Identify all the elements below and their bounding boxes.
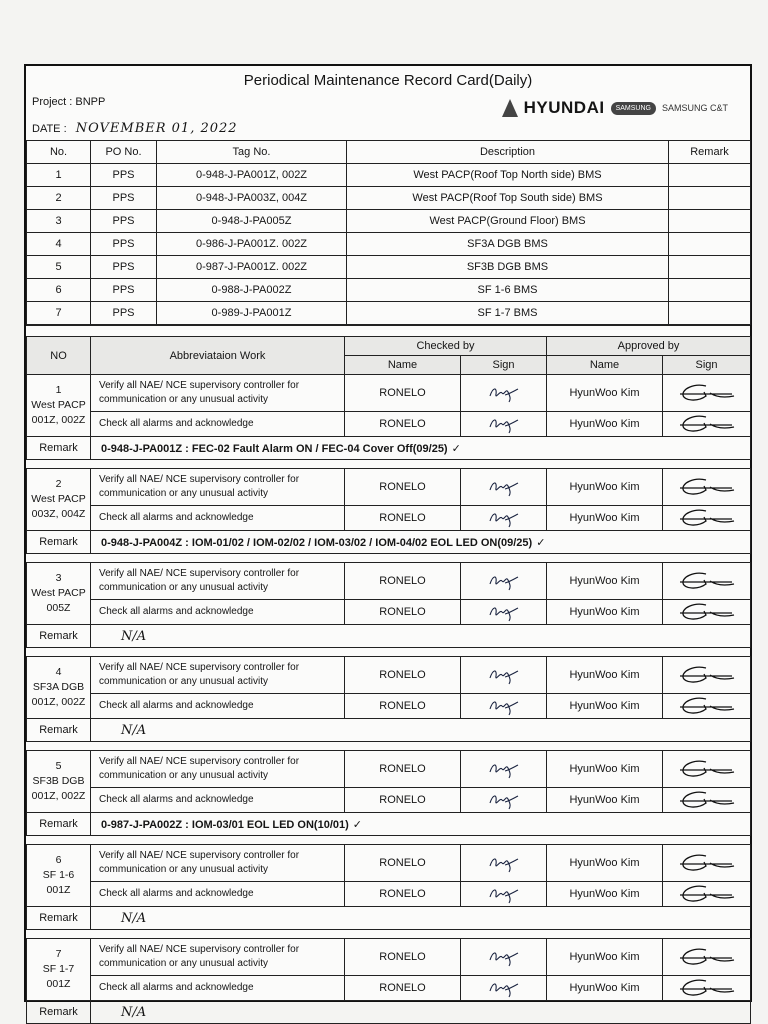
approver-signature (676, 945, 738, 969)
work-group-no: 1 (55, 384, 62, 396)
approver-sign-cell (663, 788, 751, 813)
checker-signature (487, 507, 521, 529)
item-description: SF 1-7 BMS (347, 302, 669, 325)
approver-name: HyunWoo Kim (547, 375, 663, 412)
remark-label: Remark (27, 1001, 91, 1024)
item-tag: 0-948-J-PA003Z, 004Z (157, 187, 347, 210)
project-label: Project : BNPP (32, 96, 106, 108)
separator-cell (27, 742, 751, 751)
approver-signature (676, 663, 738, 687)
remark-text: 0-948-J-PA004Z : IOM-01/02 / IOM-02/02 / IOM-03/02 / IOM-04/02 EOL LED ON(09/25) (101, 536, 533, 549)
checker-sign-cell (461, 412, 547, 437)
task-verify (91, 751, 345, 788)
task-verify (91, 375, 345, 412)
logo-partner-text: SAMSUNG C&T (661, 103, 728, 113)
approver-signature (676, 506, 738, 530)
separator-cell (27, 648, 751, 657)
checker-signature (487, 664, 521, 686)
approver-sign-cell (663, 600, 751, 625)
hyundai-logo-icon (502, 99, 518, 117)
col-approved-sign: Sign (663, 356, 751, 375)
checker-sign-cell (461, 375, 547, 412)
checker-sign-cell (461, 694, 547, 719)
approver-name: HyunWoo Kim (547, 469, 663, 506)
approver-name: HyunWoo Kim (547, 694, 663, 719)
items-row (27, 164, 751, 187)
items-row (27, 279, 751, 302)
checker-signature (487, 883, 521, 905)
work-row-check (27, 506, 751, 531)
work-row-remark (27, 813, 751, 836)
remark-text: N/A (121, 1004, 147, 1020)
logo-brand: HYUNDAI (523, 98, 605, 117)
approver-name: HyunWoo Kim (547, 882, 663, 907)
work-group-no: 7 (55, 948, 62, 960)
remark-text: N/A (121, 722, 147, 738)
work-group-line2: 001Z (46, 978, 71, 990)
approver-signature (676, 757, 738, 781)
work-row-check (27, 976, 751, 1001)
checker-signature (487, 789, 521, 811)
work-row-check (27, 412, 751, 437)
work-group-label (27, 751, 91, 813)
remark-label: Remark (27, 437, 91, 460)
task-verify-line2: communication or any unusual activity (99, 394, 268, 405)
checker-sign-cell (461, 788, 547, 813)
work-group-label (27, 939, 91, 1001)
task-verify-line1: Verify all NAE/ NCE supervisory controller for (99, 944, 300, 955)
checker-signature (487, 601, 521, 623)
work-row-check (27, 694, 751, 719)
checker-sign-cell (461, 657, 547, 694)
work-group-line2: 005Z (46, 602, 71, 614)
checkmark-icon: ✓ (536, 535, 546, 549)
work-group-no: 2 (55, 478, 62, 490)
checker-name: RONELO (345, 469, 461, 506)
item-description: SF3A DGB BMS (347, 233, 669, 256)
items-row (27, 233, 751, 256)
date-row (32, 121, 238, 136)
work-group-no: 5 (55, 760, 62, 772)
card-header (26, 66, 750, 140)
date-value: NOVEMBER 01, 2022 (75, 121, 238, 136)
col-checked-sign: Sign (461, 356, 547, 375)
checker-sign-cell (461, 563, 547, 600)
item-description: SF 1-6 BMS (347, 279, 669, 302)
checker-name: RONELO (345, 694, 461, 719)
checker-name: RONELO (345, 412, 461, 437)
approver-sign-cell (663, 939, 751, 976)
work-row-remark (27, 531, 751, 554)
item-remark (669, 233, 751, 256)
checker-name: RONELO (345, 976, 461, 1001)
checker-name: RONELO (345, 788, 461, 813)
checker-name: RONELO (345, 375, 461, 412)
approver-signature (676, 569, 738, 593)
task-verify-line1: Verify all NAE/ NCE supervisory controller for (99, 568, 300, 579)
checkmark-icon: ✓ (352, 817, 363, 831)
approver-sign-cell (663, 751, 751, 788)
approver-name: HyunWoo Kim (547, 751, 663, 788)
approver-signature (676, 788, 738, 812)
work-group-line1: West PACP (31, 399, 86, 411)
group-separator (27, 742, 751, 751)
checker-name: RONELO (345, 657, 461, 694)
maintenance-record-card (24, 64, 752, 1020)
item-tag: 0-987-J-PA001Z. 002Z (157, 256, 347, 279)
work-row-verify (27, 751, 751, 788)
work-row-check (27, 882, 751, 907)
checker-signature (487, 758, 521, 780)
task-check: Check all alarms and acknowledge (91, 976, 345, 1001)
item-no: 6 (27, 279, 91, 302)
checker-name: RONELO (345, 506, 461, 531)
item-no: 4 (27, 233, 91, 256)
task-verify-line1: Verify all NAE/ NCE supervisory controller for (99, 380, 300, 391)
approver-sign-cell (663, 375, 751, 412)
item-tag: 0-986-J-PA001Z. 002Z (157, 233, 347, 256)
task-verify (91, 845, 345, 882)
approver-name: HyunWoo Kim (547, 412, 663, 437)
remark-value (91, 907, 751, 930)
work-group-line1: SF3B DGB (32, 775, 85, 787)
approver-name: HyunWoo Kim (547, 845, 663, 882)
approver-signature (676, 882, 738, 906)
checker-signature (487, 382, 521, 404)
checker-signature (487, 977, 521, 999)
item-tag: 0-988-J-PA002Z (157, 279, 347, 302)
work-group-label (27, 657, 91, 719)
checker-sign-cell (461, 600, 547, 625)
item-description: West PACP(Roof Top South side) BMS (347, 187, 669, 210)
task-verify-line1: Verify all NAE/ NCE supervisory controller for (99, 850, 300, 861)
work-group-line1: SF 1-7 (42, 963, 75, 975)
work-group-label (27, 845, 91, 907)
items-row (27, 210, 751, 233)
separator-cell (27, 460, 751, 469)
checker-sign-cell (461, 976, 547, 1001)
col-description: Description (347, 141, 669, 164)
item-no: 7 (27, 302, 91, 325)
approver-sign-cell (663, 506, 751, 531)
checker-name: RONELO (345, 563, 461, 600)
checker-name: RONELO (345, 600, 461, 625)
remark-label: Remark (27, 719, 91, 742)
checker-signature (487, 695, 521, 717)
remark-label: Remark (27, 907, 91, 930)
work-group-line2: 001Z, 002Z (31, 414, 86, 426)
checker-signature (487, 946, 521, 968)
item-tag: 0-948-J-PA005Z (157, 210, 347, 233)
work-row-remark (27, 719, 751, 742)
item-description: West PACP(Ground Floor) BMS (347, 210, 669, 233)
remark-text: N/A (121, 910, 147, 926)
approver-name: HyunWoo Kim (547, 939, 663, 976)
section-gap (26, 325, 750, 336)
item-tag: 0-989-J-PA001Z (157, 302, 347, 325)
item-no: 2 (27, 187, 91, 210)
approver-sign-cell (663, 469, 751, 506)
date-label: DATE : (32, 123, 67, 135)
col-work-no: NO (27, 337, 91, 375)
item-po: PPS (91, 187, 157, 210)
work-row-check (27, 600, 751, 625)
checker-name: RONELO (345, 845, 461, 882)
work-row-remark (27, 907, 751, 930)
work-group-no: 4 (55, 666, 62, 678)
approver-sign-cell (663, 657, 751, 694)
task-verify (91, 563, 345, 600)
items-row (27, 302, 751, 325)
work-group-line2: 001Z, 002Z (31, 696, 86, 708)
work-row-verify (27, 845, 751, 882)
work-group-no: 6 (55, 854, 62, 866)
approver-signature (676, 600, 738, 624)
col-approved-by: Approved by (547, 337, 751, 356)
remark-value (91, 813, 751, 836)
separator-cell (27, 836, 751, 845)
task-verify-line2: communication or any unusual activity (99, 488, 268, 499)
col-tag: Tag No. (157, 141, 347, 164)
separator-cell (27, 930, 751, 939)
approver-signature (676, 381, 738, 405)
checker-sign-cell (461, 882, 547, 907)
logo-partner: SAMSUNG (611, 102, 656, 115)
task-verify-line1: Verify all NAE/ NCE supervisory controller for (99, 662, 300, 673)
work-group-no: 3 (55, 572, 62, 584)
task-verify (91, 657, 345, 694)
work-group-line1: West PACP (31, 587, 86, 599)
remark-text: N/A (121, 628, 147, 644)
work-group-line2: 001Z, 002Z (31, 790, 86, 802)
checker-sign-cell (461, 939, 547, 976)
checker-signature (487, 413, 521, 435)
checker-sign-cell (461, 845, 547, 882)
work-group-line2: 001Z (46, 884, 71, 896)
item-po: PPS (91, 210, 157, 233)
item-description: West PACP(Roof Top North side) BMS (347, 164, 669, 187)
approver-name: HyunWoo Kim (547, 563, 663, 600)
remark-label: Remark (27, 813, 91, 836)
remark-text: 0-948-J-PA001Z : FEC-02 Fault Alarm ON / FEC-04 Cover Off(09/25) (101, 442, 448, 455)
work-row-verify (27, 563, 751, 600)
item-no: 5 (27, 256, 91, 279)
items-row (27, 187, 751, 210)
col-abbreviation-work: Abbreviataion Work (91, 337, 345, 375)
item-remark (669, 302, 751, 325)
work-row-remark (27, 1001, 751, 1024)
checker-sign-cell (461, 751, 547, 788)
checker-sign-cell (461, 469, 547, 506)
approver-sign-cell (663, 882, 751, 907)
task-verify-line2: communication or any unusual activity (99, 864, 268, 875)
work-group-line2: 003Z, 004Z (31, 508, 86, 520)
item-remark (669, 187, 751, 210)
work-group-label (27, 469, 91, 531)
item-no: 3 (27, 210, 91, 233)
items-table (26, 140, 751, 325)
item-po: PPS (91, 279, 157, 302)
work-row-check (27, 788, 751, 813)
approver-name: HyunWoo Kim (547, 600, 663, 625)
work-header-row (27, 337, 751, 356)
approver-name: HyunWoo Kim (547, 657, 663, 694)
checker-name: RONELO (345, 939, 461, 976)
separator-cell (27, 554, 751, 563)
approver-sign-cell (663, 976, 751, 1001)
work-group-line1: West PACP (31, 493, 86, 505)
work-row-verify (27, 469, 751, 506)
company-logo (502, 98, 728, 118)
col-approved-name: Name (547, 356, 663, 375)
work-group-label (27, 375, 91, 437)
approver-name: HyunWoo Kim (547, 506, 663, 531)
task-verify-line1: Verify all NAE/ NCE supervisory controller for (99, 474, 300, 485)
task-check: Check all alarms and acknowledge (91, 788, 345, 813)
item-po: PPS (91, 302, 157, 325)
approver-sign-cell (663, 694, 751, 719)
task-verify-line2: communication or any unusual activity (99, 676, 268, 687)
work-group-label (27, 563, 91, 625)
task-verify (91, 469, 345, 506)
task-check: Check all alarms and acknowledge (91, 600, 345, 625)
approver-name: HyunWoo Kim (547, 976, 663, 1001)
work-row-remark (27, 625, 751, 648)
work-row-verify (27, 939, 751, 976)
remark-value (91, 625, 751, 648)
work-group-line1: SF3A DGB (32, 681, 85, 693)
remark-value (91, 437, 751, 460)
checker-signature (487, 852, 521, 874)
remark-value (91, 1001, 751, 1024)
approver-sign-cell (663, 845, 751, 882)
col-po: PO No. (91, 141, 157, 164)
remark-value (91, 719, 751, 742)
approver-name: HyunWoo Kim (547, 788, 663, 813)
group-separator (27, 460, 751, 469)
task-check: Check all alarms and acknowledge (91, 506, 345, 531)
approver-signature (676, 976, 738, 1000)
col-remark: Remark (669, 141, 751, 164)
item-remark (669, 279, 751, 302)
approver-sign-cell (663, 412, 751, 437)
item-no: 1 (27, 164, 91, 187)
items-header-row (27, 141, 751, 164)
work-group-line1: SF 1-6 (42, 869, 75, 881)
group-separator (27, 554, 751, 563)
remark-label: Remark (27, 625, 91, 648)
col-checked-name: Name (345, 356, 461, 375)
approver-signature (676, 694, 738, 718)
task-check: Check all alarms and acknowledge (91, 412, 345, 437)
group-separator (27, 930, 751, 939)
task-check: Check all alarms and acknowledge (91, 882, 345, 907)
col-no: No. (27, 141, 91, 164)
item-remark (669, 210, 751, 233)
group-separator (27, 648, 751, 657)
task-verify-line2: communication or any unusual activity (99, 958, 268, 969)
item-po: PPS (91, 164, 157, 187)
task-verify-line2: communication or any unusual activity (99, 582, 268, 593)
items-row (27, 256, 751, 279)
work-row-verify (27, 375, 751, 412)
group-separator (27, 836, 751, 845)
work-table (26, 336, 751, 1024)
checker-sign-cell (461, 506, 547, 531)
card-title: Periodical Maintenance Record Card(Daily) (243, 72, 533, 89)
remark-value (91, 531, 751, 554)
item-remark (669, 256, 751, 279)
task-verify-line1: Verify all NAE/ NCE supervisory controller for (99, 756, 300, 767)
task-verify (91, 939, 345, 976)
checkmark-icon: ✓ (451, 441, 461, 455)
task-check: Check all alarms and acknowledge (91, 694, 345, 719)
approver-signature (676, 851, 738, 875)
item-tag: 0-948-J-PA001Z, 002Z (157, 164, 347, 187)
col-checked-by: Checked by (345, 337, 547, 356)
checker-name: RONELO (345, 751, 461, 788)
item-description: SF3B DGB BMS (347, 256, 669, 279)
item-po: PPS (91, 256, 157, 279)
item-remark (669, 164, 751, 187)
approver-signature (676, 475, 738, 499)
approver-sign-cell (663, 563, 751, 600)
checker-name: RONELO (345, 882, 461, 907)
checker-signature (487, 570, 521, 592)
approver-signature (676, 412, 738, 436)
remark-label: Remark (27, 531, 91, 554)
work-row-remark (27, 437, 751, 460)
work-row-verify (27, 657, 751, 694)
item-po: PPS (91, 233, 157, 256)
remark-text: 0-987-J-PA002Z : IOM-03/01 EOL LED ON(10/01) (101, 818, 349, 831)
task-verify-line2: communication or any unusual activity (99, 770, 268, 781)
checker-signature (487, 476, 521, 498)
